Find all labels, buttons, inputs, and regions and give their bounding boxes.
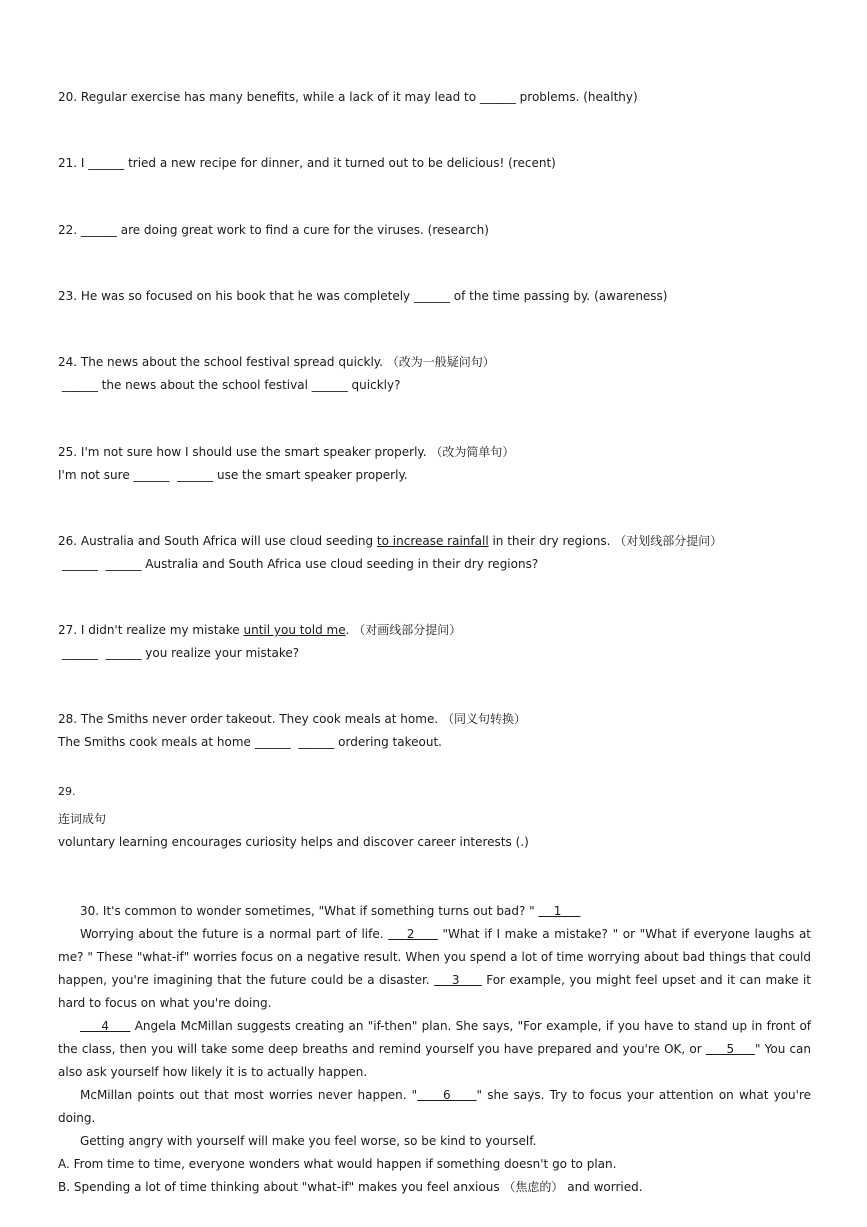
question-27-prompt: 27. I didn't realize my mistake until you told me. （对画线部分提问） (58, 623, 462, 637)
passage-paragraph-5: Getting angry with yourself will make you feel worse, so be kind to yourself. (80, 1134, 537, 1148)
question-29-words: voluntary learning encourages curiosity helps and discover career interests (.) (58, 835, 529, 849)
blank-2[interactable]: 2 (388, 927, 438, 941)
underlined-phrase: until you told me (243, 623, 346, 637)
question-28-answer: The Smiths cook meals at home ______ ______ ordering takeout. (58, 735, 442, 749)
blank-4[interactable]: 4 (80, 1019, 131, 1033)
underlined-phrase: to increase rainfall (376, 534, 489, 548)
passage-paragraph-1: 30. It's common to wonder sometimes, "What if something turns out bad? " 1 (80, 904, 581, 918)
question-26-answer: ______ ______ Australia and South Africa use cloud seeding in their dry regions? (58, 557, 539, 571)
question-23: 23. He was so focused on his book that he was completely ______ of the time passing by. (awareness) (58, 289, 668, 303)
question-25-prompt: 25. I'm not sure how I should use the smart speaker properly. （改为简单句） (58, 445, 515, 459)
question-25-answer: I'm not sure ______ ______ use the smart speaker properly. (58, 468, 408, 482)
question-27-answer: ______ ______ you realize your mistake? (58, 646, 300, 660)
option-a: A. From time to time, everyone wonders what would happen if something doesn't go to plan. (58, 1157, 617, 1171)
question-28-prompt: 28. The Smiths never order takeout. They cook meals at home. （同义句转换） (58, 712, 526, 726)
question-29-instruction: 连词成句 (58, 812, 107, 826)
passage-paragraph-3: 4 Angela McMillan suggests creating an "if-then" plan. She says, "For example, if you have to stand up in front of the class, then you will take some deep breaths and remind yourself you have prepared and you're OK, or 5 " You can also ask yourself how likely it is to actually happen. (58, 1019, 812, 1079)
passage-paragraph-4: McMillan points out that most worries never happen. " 6 " she says. Try to focus your attention on what you're doing. (58, 1088, 811, 1125)
question-22: 22. ______ are doing great work to find a cure for the viruses. (research) (58, 223, 489, 237)
question-29-number: 29. (58, 785, 76, 798)
question-21: 21. I ______ tried a new recipe for dinner, and it turned out to be delicious! (recent) (58, 156, 556, 170)
blank-1[interactable]: 1 (538, 904, 581, 918)
blank-5[interactable]: 5 (705, 1042, 755, 1056)
blank-3[interactable]: 3 (434, 973, 482, 987)
question-26-prompt: 26. Australia and South Africa will use cloud seeding to increase rainfall in their dry regions. （对划线部分提问） (58, 534, 723, 548)
option-b: B. Spending a lot of time thinking about "what-if" makes you feel anxious （焦虑的） and worried. (58, 1180, 643, 1194)
question-24-answer: ______ the news about the school festival ______ quickly? (58, 378, 401, 392)
question-30-passage (58, 900, 811, 1199)
question-24-prompt: 24. The news about the school festival spread quickly. （改为一般疑问句） (58, 355, 495, 369)
question-20: 20. Regular exercise has many benefits, while a lack of it may lead to ______ problems. (healthy) (58, 90, 638, 104)
passage-paragraph-2: Worrying about the future is a normal part of life. 2 "What if I make a mistake? " or "What if everyone laughs at me? " These "what-if" worries focus on a negative result. When you spend a lot of time worrying about bad things that could happen, you're imagining that the future could be a disaster. 3 For example, you might feel upset and it can make it hard to focus on what you're doing. (58, 927, 812, 1010)
blank-6[interactable]: 6 (417, 1088, 477, 1102)
